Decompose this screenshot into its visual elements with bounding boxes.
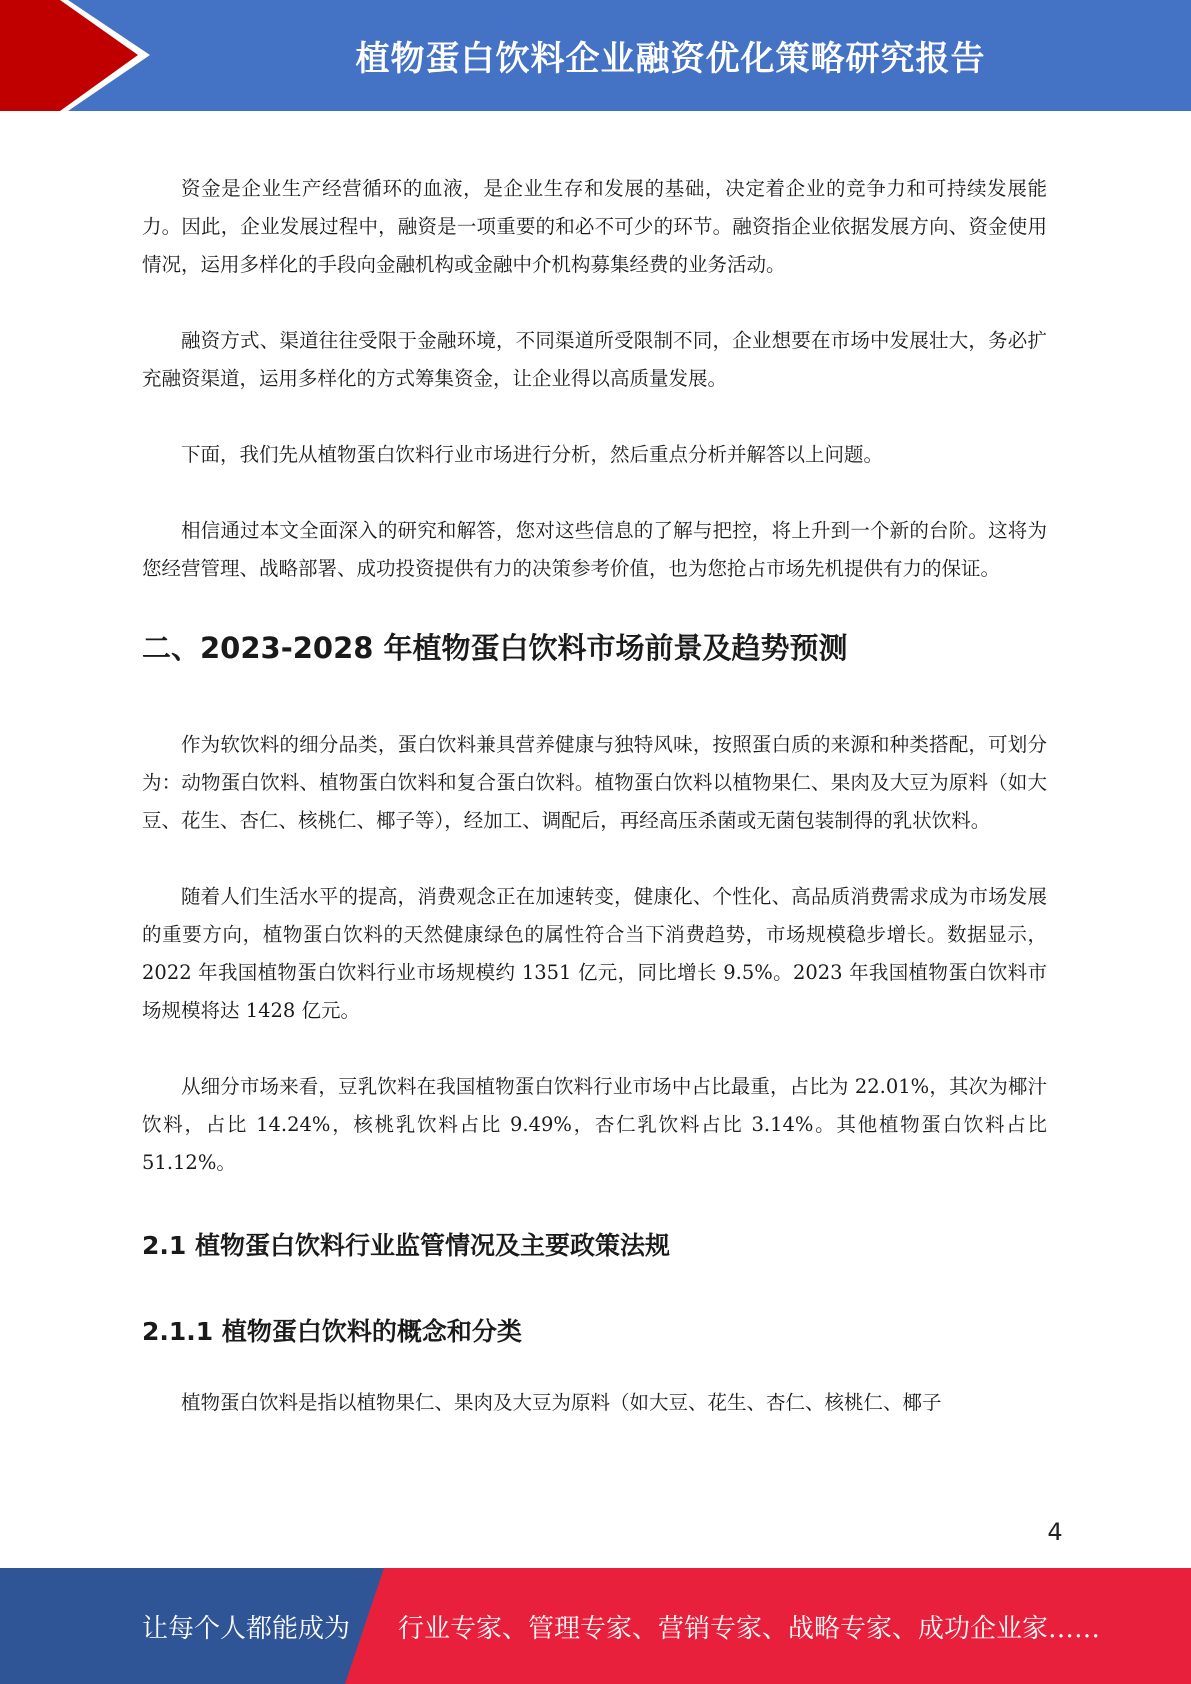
intro-paragraph-3: 下面，我们先从植物蛋白饮料行业市场进行分析，然后重点分析并解答以上问题。 [181,443,884,466]
footer-slogan-left: 让每个人都能成为 [142,1613,351,1644]
document-body [142,170,1047,1422]
chevron-arrow-icon [0,0,160,111]
intro-paragraph-4: 相信通过本文全面深入的研究和解答，您对这些信息的了解与把控，将上升到一个新的台阶。这将为您经营管理、战略部署、成功投资提供有力的决策参考价值，也为您抢占市场先机提供有力的保证。 [142,519,1047,580]
section-heading-2: 二、2023-2028 年植物蛋白饮料市场前景及趋势预测 [142,631,848,665]
section211-paragraph: 植物蛋白饮料是指以植物果仁、果肉及大豆为原料（如大豆、花生、杏仁、核桃仁、椰子 [181,1391,942,1414]
page-number: 4 [1047,1518,1063,1546]
section2-paragraph-1: 作为软饮料的细分品类，蛋白饮料兼具营养健康与独特风味，按照蛋白质的来源和种类搭配，可划分为：动物蛋白饮料、植物蛋白饮料和复合蛋白饮料。植物蛋白饮料以植物果仁、果肉及大豆为原料（如大豆、花生、杏仁、核桃仁、椰子等），经加工、调配后，再经高压杀菌或无菌包装制得的乳状饮料。 [142,733,1047,832]
section-heading-2-1-1: 2.1.1 植物蛋白饮料的概念和分类 [142,1317,522,1346]
report-title: 植物蛋白饮料企业融资优化策略研究报告 [355,39,986,79]
section2-paragraph-3: 从细分市场来看，豆乳饮料在我国植物蛋白饮料行业市场中占比最重，占比为 22.01%，其次为椰汁饮料，占比 14.24%，核桃乳饮料占比 9.49%，杏仁乳饮料占比 3.14%。其他植物蛋白饮料占比 51.12%。 [142,1075,1047,1174]
section-heading-2-1: 2.1 植物蛋白饮料行业监管情况及主要政策法规 [142,1231,670,1260]
page-footer [0,1568,1191,1684]
section2-paragraph-2: 随着人们生活水平的提高，消费观念正在加速转变，健康化、个性化、高品质消费需求成为市场发展的重要方向，植物蛋白饮料的天然健康绿色的属性符合当下消费趋势，市场规模稳步增长。数据显示，2022 年我国植物蛋白饮料行业市场规模约 1351 亿元，同比增长 9.5%。2023 年我国植物蛋白饮料市场规模将达 1428 亿元。 [142,885,1047,1022]
intro-paragraph-2: 融资方式、渠道往往受限于金融环境，不同渠道所受限制不同，企业想要在市场中发展壮大，务必扩充融资渠道，运用多样化的方式筹集资金，让企业得以高质量发展。 [142,329,1047,390]
page-header [0,0,1191,111]
intro-paragraph-1: 资金是企业生产经营循环的血液，是企业生存和发展的基础，决定着企业的竞争力和可持续发展能力。因此，企业发展过程中，融资是一项重要的和必不可少的环节。融资指企业依据发展方向、资金使用情况，运用多样化的手段向金融机构或金融中介机构募集经费的业务活动。 [142,177,1047,276]
footer-slogan-right: 行业专家、管理专家、营销专家、战略专家、成功企业家…… [398,1613,1101,1644]
